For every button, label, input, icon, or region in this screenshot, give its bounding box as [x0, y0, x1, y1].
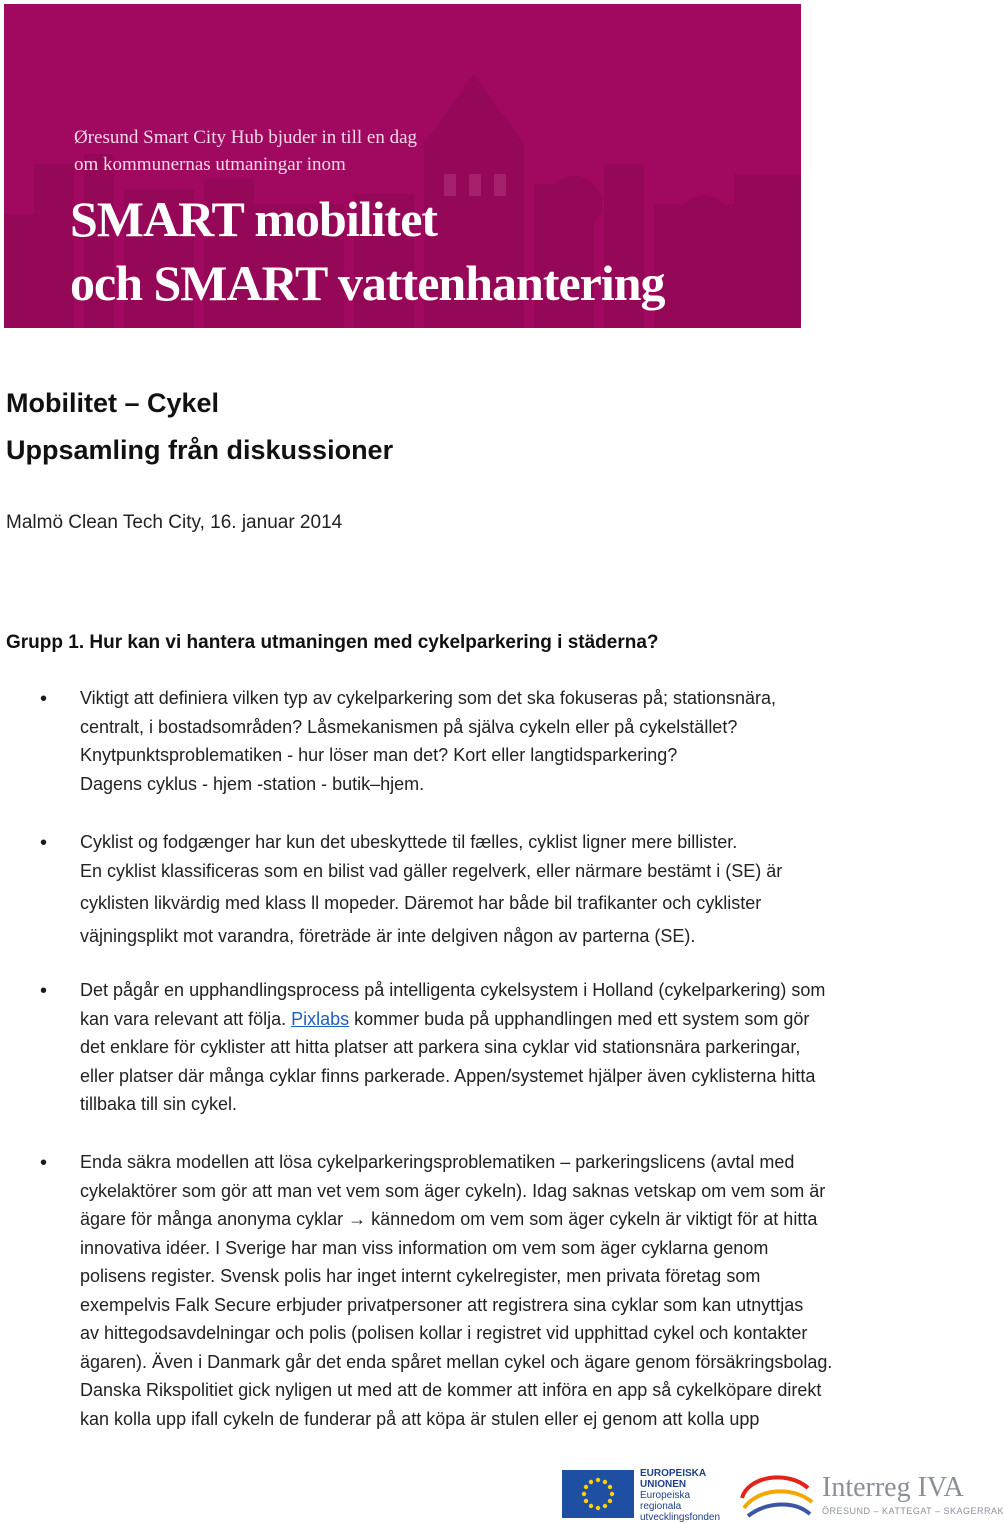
- document-meta: Malmö Clean Tech City, 16. januar 2014: [6, 512, 343, 533]
- footer-logos: [560, 1466, 1004, 1523]
- bullet-line: Dagens cyklus - hjem -station - butik–hjem.: [80, 773, 425, 794]
- banner-intro-line2: om kommunernas utmaningar inom: [74, 154, 346, 175]
- bullet-line: En cyklist klassificeras som en bilist vad gäller regelverk, eller närmare bestämt i (SE) är: [80, 861, 783, 881]
- bullet-line: Danska Rikspolitiet gick nyligen ut med att de kommer att införa en app så cykelköpare direkt: [80, 1380, 822, 1400]
- bullet-line: Enda säkra modellen att lösa cykelparkeringsproblematiken – parkeringslicens (avtal med: [80, 1152, 795, 1172]
- document-title: Mobilitet – Cykel: [6, 388, 220, 418]
- bullet-line: väjningsplikt mot varandra, företräde är inte delgiven någon av parterna (SE).: [80, 926, 696, 946]
- bullet-line: [80, 1205, 960, 1234]
- bullet-line: Det pågår en upphandlingsprocess på intelligenta cykelsystem i Holland (cykelparkering) som: [80, 980, 826, 1000]
- eu-line: Europeiska: [640, 1490, 691, 1501]
- pixlabs-link[interactable]: Pixlabs: [291, 1008, 350, 1029]
- interreg-logo-name: Interreg IVA: [822, 1472, 964, 1503]
- arrow-right-icon: →: [348, 1209, 367, 1229]
- bullet-line: exempelvis Falk Secure erbjuder privatpersoner att registrera sina cyklar som kan utnyttjas: [80, 1294, 804, 1315]
- eu-line: EUROPEISKA: [640, 1468, 707, 1479]
- bullet-line: [80, 1005, 960, 1034]
- bullet-text: kan vara relevant att följa.: [80, 1008, 292, 1029]
- bullet-line: centralt, i bostadsområden? Låsmekanismen på själva cykeln eller på cykelstället?: [80, 716, 738, 737]
- bullet-line: av hittegodsavdelningar och polis (polisen kollar i registret vid upphittad cykel och kontakter: [80, 1323, 808, 1343]
- eu-flag-icon: [562, 1470, 634, 1518]
- bullet-item-2: [80, 828, 960, 953]
- bullet-line: cykelaktörer som gör att man vet vem som äger cykeln). Idag saknas vetskap om vem som är: [80, 1180, 826, 1201]
- document-subtitle: Uppsamling från diskussioner: [6, 435, 394, 465]
- eu-line: regionala: [640, 1501, 682, 1512]
- bullet-line: innovativa idéer. I Sverige har man viss information om vem som äger cyklarna genom: [80, 1237, 769, 1258]
- banner-heading-line2: och SMART vattenhantering: [70, 255, 665, 311]
- bullet-text: ägare för många anonyma cyklar: [80, 1209, 349, 1229]
- bullet-line: tillbaka till sin cykel.: [80, 1094, 238, 1114]
- bullet-line: Viktigt att definiera vilken typ av cykelparkering som det ska fokuseras på; stationsnära,: [80, 688, 777, 708]
- bullet-line: Knytpunktsproblematiken - hur löser man det? Kort eller langtidsparkering?: [80, 745, 678, 765]
- bullet-line: eller platser där många cyklar finns parkerade. Appen/systemet hjälper även cyklisterna hitta: [80, 1065, 816, 1086]
- bullet-icon: •: [40, 1152, 48, 1174]
- bullet-line: det enklare för cyklister att hitta platser att parkera sina cyklar vid stationsnära parkeringar,: [80, 1037, 801, 1057]
- bullet-line: polisens register. Svensk polis har inget internt cykelregister, men privata företag som: [80, 1266, 761, 1286]
- bullet-item-4: [80, 1148, 960, 1433]
- interreg-swirl-icon: [738, 1468, 816, 1520]
- bullet-line: ägaren). Även i Danmark går det enda spåret mellan cykel och ägare genom försäkringsbolag.: [80, 1351, 833, 1372]
- bullet-line: Cyklist og fodgænger har kun det ubeskyttede til fælles, cyklist ligner mere billister.: [80, 832, 738, 852]
- bullet-icon: •: [40, 980, 48, 1002]
- bullet-line: kan kolla upp ifall cykeln de funderar på att köpa är stulen eller ej genom att kolla upp: [80, 1408, 760, 1429]
- bullet-item-3: [80, 976, 960, 1119]
- eu-logo-text: [640, 1468, 720, 1523]
- interreg-logo-subtitle: ÖRESUND – KATTEGAT – SKAGERRAK: [822, 1506, 1004, 1516]
- event-banner: [4, 4, 801, 328]
- banner-heading-line1: SMART mobilitet: [70, 191, 438, 247]
- eu-line: utvecklingsfonden: [640, 1512, 721, 1523]
- bullet-item-1: [80, 684, 960, 798]
- bullet-text: kännedom om vem som äger cykeln är viktigt för at hitta: [366, 1209, 818, 1229]
- eu-line: UNIONEN: [640, 1479, 687, 1490]
- bullet-icon: •: [40, 832, 48, 854]
- bullet-line: cyklisten likvärdig med klass ll mopeder. Däremot har både bil trafikanter och cyklister: [80, 893, 762, 913]
- banner-intro-line1: Øresund Smart City Hub bjuder in till en dag: [74, 127, 418, 148]
- banner-intro: [74, 124, 417, 178]
- bullet-icon: •: [40, 688, 48, 710]
- group-heading: Grupp 1. Hur kan vi hantera utmaningen med cykelparkering i städerna?: [6, 632, 659, 653]
- bullet-text: kommer buda på upphandlingen med ett system som gör: [349, 1008, 810, 1029]
